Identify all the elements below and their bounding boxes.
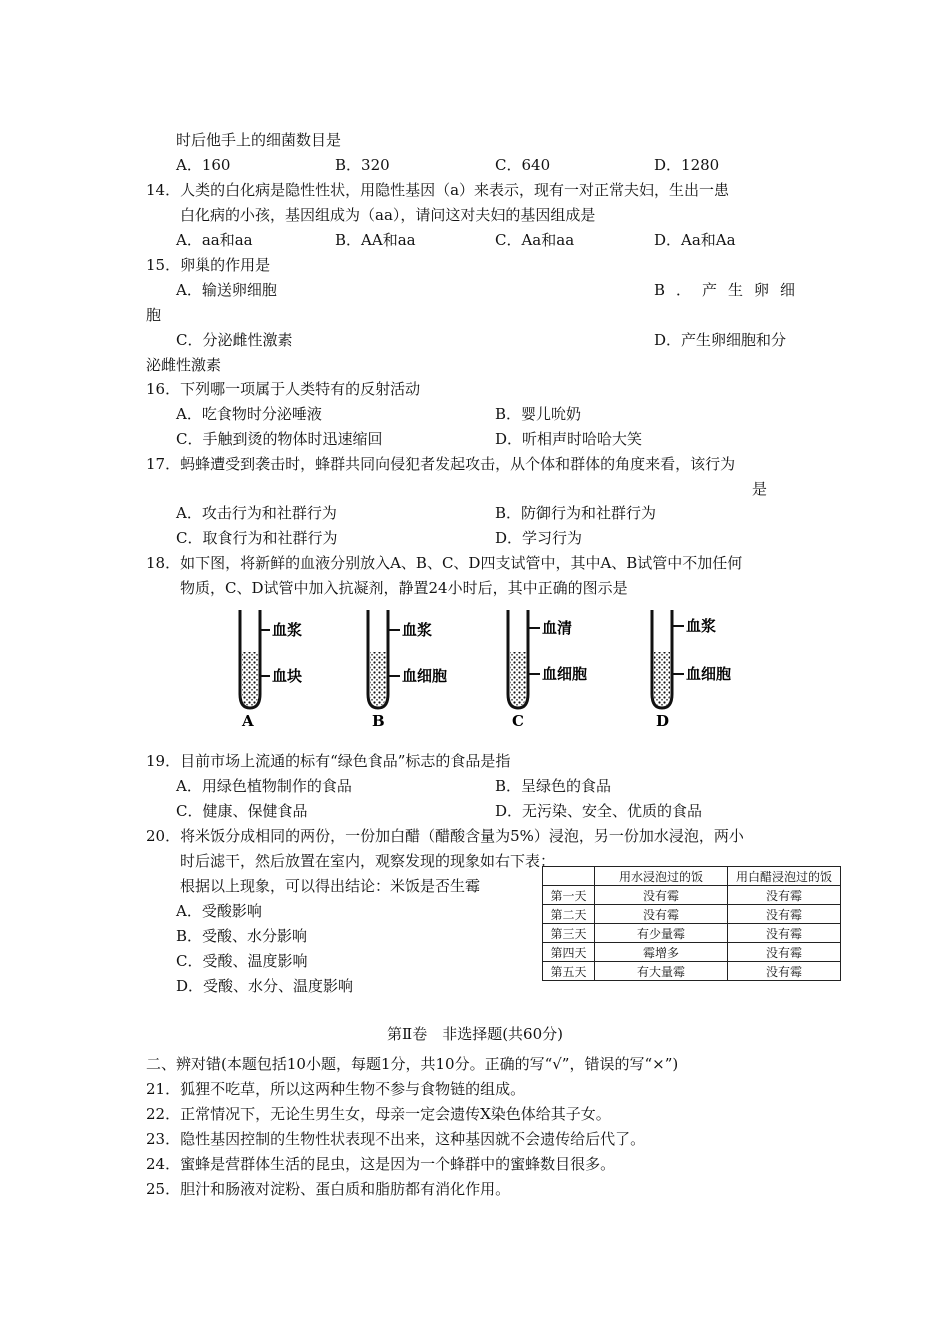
- q16-option-d: D．听相声时哈哈大笑: [495, 430, 643, 448]
- tube-d: [652, 610, 731, 730]
- test-tube-figure: [228, 606, 768, 730]
- q18-stem-line1: 18．如下图，将新鲜的血液分别放入A、B、C、D四支试管中，其中A、B试管中不加任何: [146, 554, 743, 572]
- q15-option-a: A．输送卵细胞: [176, 281, 277, 299]
- table-row: [543, 924, 841, 943]
- table-cell: 没有霉: [728, 924, 841, 943]
- q14-option-a: A．aa和aa: [176, 231, 253, 249]
- table-cell: 没有霉: [728, 962, 841, 981]
- q21-statement: 21．狐狸不吃草，所以这两种生物不参与食物链的组成。: [146, 1080, 526, 1098]
- q13-option-d: D．1280: [654, 156, 720, 174]
- table-header-cell: [543, 867, 595, 886]
- tube-c: [508, 610, 587, 730]
- q14-stem-line2: 白化病的小孩，基因组成为（aa），请问这对夫妇的基因组成是: [180, 206, 596, 224]
- tube-c-letter: C: [512, 712, 524, 730]
- table-cell: 霉增多: [595, 943, 728, 962]
- q20-option-a: A．受酸影响: [176, 902, 262, 920]
- q15-option-c: C．分泌雌性激素: [176, 331, 293, 349]
- q18-stem-line2: 物质，C、D试管中加入抗凝剂，静置24小时后，其中正确的图示是: [180, 579, 628, 597]
- q16-option-c: C．手触到烫的物体时迅速缩回: [176, 430, 383, 448]
- q13-option-a: A．160: [176, 156, 231, 174]
- table-cell: 有大量霉: [595, 962, 728, 981]
- q14-option-c: C．Aa和aa: [495, 231, 575, 249]
- tube-a-bottom-label: 血块: [272, 667, 303, 685]
- q15-stem: 15．卵巢的作用是: [146, 256, 271, 274]
- q17-stem: 17．蚂蜂遭受到袭击时，蜂群共同向侵犯者发起攻击，从个体和群体的角度来看，该行为: [146, 455, 736, 473]
- table-cell: 第五天: [543, 962, 595, 981]
- tube-c-top-label: 血清: [542, 619, 573, 637]
- table-cell: 第一天: [543, 886, 595, 905]
- q19-stem: 19．目前市场上流通的标有“绿色食品”标志的食品是指: [146, 752, 511, 770]
- table-cell: 没有霉: [595, 886, 728, 905]
- q14-option-b: B．AA和aa: [335, 231, 416, 249]
- table-cell: 没有霉: [728, 943, 841, 962]
- q15-option-b-wrap: 胞: [146, 306, 162, 324]
- tube-b-letter: B: [372, 712, 385, 730]
- q15-option-b: B．产生卵细: [654, 281, 807, 299]
- table-cell: 没有霉: [728, 905, 841, 924]
- q24-statement: 24．蜜蜂是营群体生活的昆虫，这是因为一个蜂群中的蜜蜂数目很多。: [146, 1155, 616, 1173]
- tube-d-letter: D: [656, 712, 670, 730]
- table-row: [543, 886, 841, 905]
- q14-option-d: D．Aa和Aa: [654, 231, 736, 249]
- q20-option-b: B．受酸、水分影响: [176, 927, 308, 945]
- q20-stem-line2: 时后滤干，然后放置在室内，观察发现的现象如右下表：: [180, 852, 556, 870]
- section-2-title: 第Ⅱ卷 非选择题(共60分): [387, 1025, 563, 1043]
- table-cell: 第二天: [543, 905, 595, 924]
- q17-option-a: A．攻击行为和社群行为: [176, 504, 337, 522]
- table-header-cell: 用水浸泡过的饭: [595, 867, 728, 886]
- q17-option-d: D．学习行为: [495, 529, 583, 547]
- tube-b-bottom-label: 血细胞: [402, 667, 448, 685]
- tube-b: [368, 610, 447, 730]
- table-row: [543, 943, 841, 962]
- q15-option-d-wrap: 泌雌性激素: [146, 356, 222, 374]
- q13-option-c: C．640: [495, 156, 551, 174]
- q19-option-c: C．健康、保健食品: [176, 802, 308, 820]
- tube-c-bottom-label: 血细胞: [542, 665, 588, 683]
- tube-d-bottom-label: 血细胞: [686, 665, 732, 683]
- table-cell: 有少量霉: [595, 924, 728, 943]
- q17-stem-end: 是: [752, 480, 768, 498]
- q25-statement: 25．胆汁和肠液对淀粉、蛋白质和脂肪都有消化作用。: [146, 1180, 511, 1198]
- tube-a: [240, 610, 302, 730]
- q19-option-b: B．呈绿色的食品: [495, 777, 612, 795]
- q20-option-d: D．受酸、水分、温度影响: [176, 977, 354, 995]
- q16-stem: 16．下列哪一项属于人类特有的反射活动: [146, 380, 421, 398]
- q20-stem-line3: 根据以上现象，可以得出结论：米饭是否生霉: [180, 877, 481, 895]
- table-row: [543, 962, 841, 981]
- q17-option-b: B．防御行为和社群行为: [495, 504, 657, 522]
- q13-option-b: B．320: [335, 156, 390, 174]
- q15-option-d: D．产生卵细胞和分: [654, 331, 787, 349]
- table-header-row: [543, 867, 841, 886]
- table-header-cell: 用白醋浸泡过的饭: [728, 867, 841, 886]
- tube-a-letter: A: [242, 712, 254, 730]
- q16-option-b: B．婴儿吮奶: [495, 405, 582, 423]
- q13-stem-cont: 时后他手上的细菌数目是: [176, 131, 342, 149]
- mold-observation-table: [542, 866, 841, 981]
- q22-statement: 22．正常情况下，无论生男生女，母亲一定会遗传X染色体给其子女。: [146, 1105, 611, 1123]
- table-cell: 没有霉: [728, 886, 841, 905]
- table-cell: 第三天: [543, 924, 595, 943]
- q23-statement: 23．隐性基因控制的生物性状表现不出来，这种基因就不会遗传给后代了。: [146, 1130, 646, 1148]
- table-cell: 没有霉: [595, 905, 728, 924]
- tube-d-top-label: 血浆: [686, 617, 717, 635]
- q16-option-a: A．吃食物时分泌唾液: [176, 405, 322, 423]
- section-2-instructions: 二、辨对错(本题包括10小题，每题1分，共10分。正确的写“√”，错误的写“×”): [146, 1055, 679, 1073]
- table-row: [543, 905, 841, 924]
- tube-a-top-label: 血浆: [272, 621, 303, 639]
- q19-option-a: A．用绿色植物制作的食品: [176, 777, 352, 795]
- table-cell: 第四天: [543, 943, 595, 962]
- q17-option-c: C．取食行为和社群行为: [176, 529, 338, 547]
- q20-option-c: C．受酸、温度影响: [176, 952, 308, 970]
- tube-b-top-label: 血浆: [402, 621, 433, 639]
- q19-option-d: D．无污染、安全、优质的食品: [495, 802, 703, 820]
- q20-stem-line1: 20．将米饭分成相同的两份，一份加白醋（醋酸含量为5%）浸泡，另一份加水浸泡，两小: [146, 827, 744, 845]
- q14-stem-line1: 14．人类的白化病是隐性性状，用隐性基因（a）来表示，现有一对正常夫妇，生出一患: [146, 181, 730, 199]
